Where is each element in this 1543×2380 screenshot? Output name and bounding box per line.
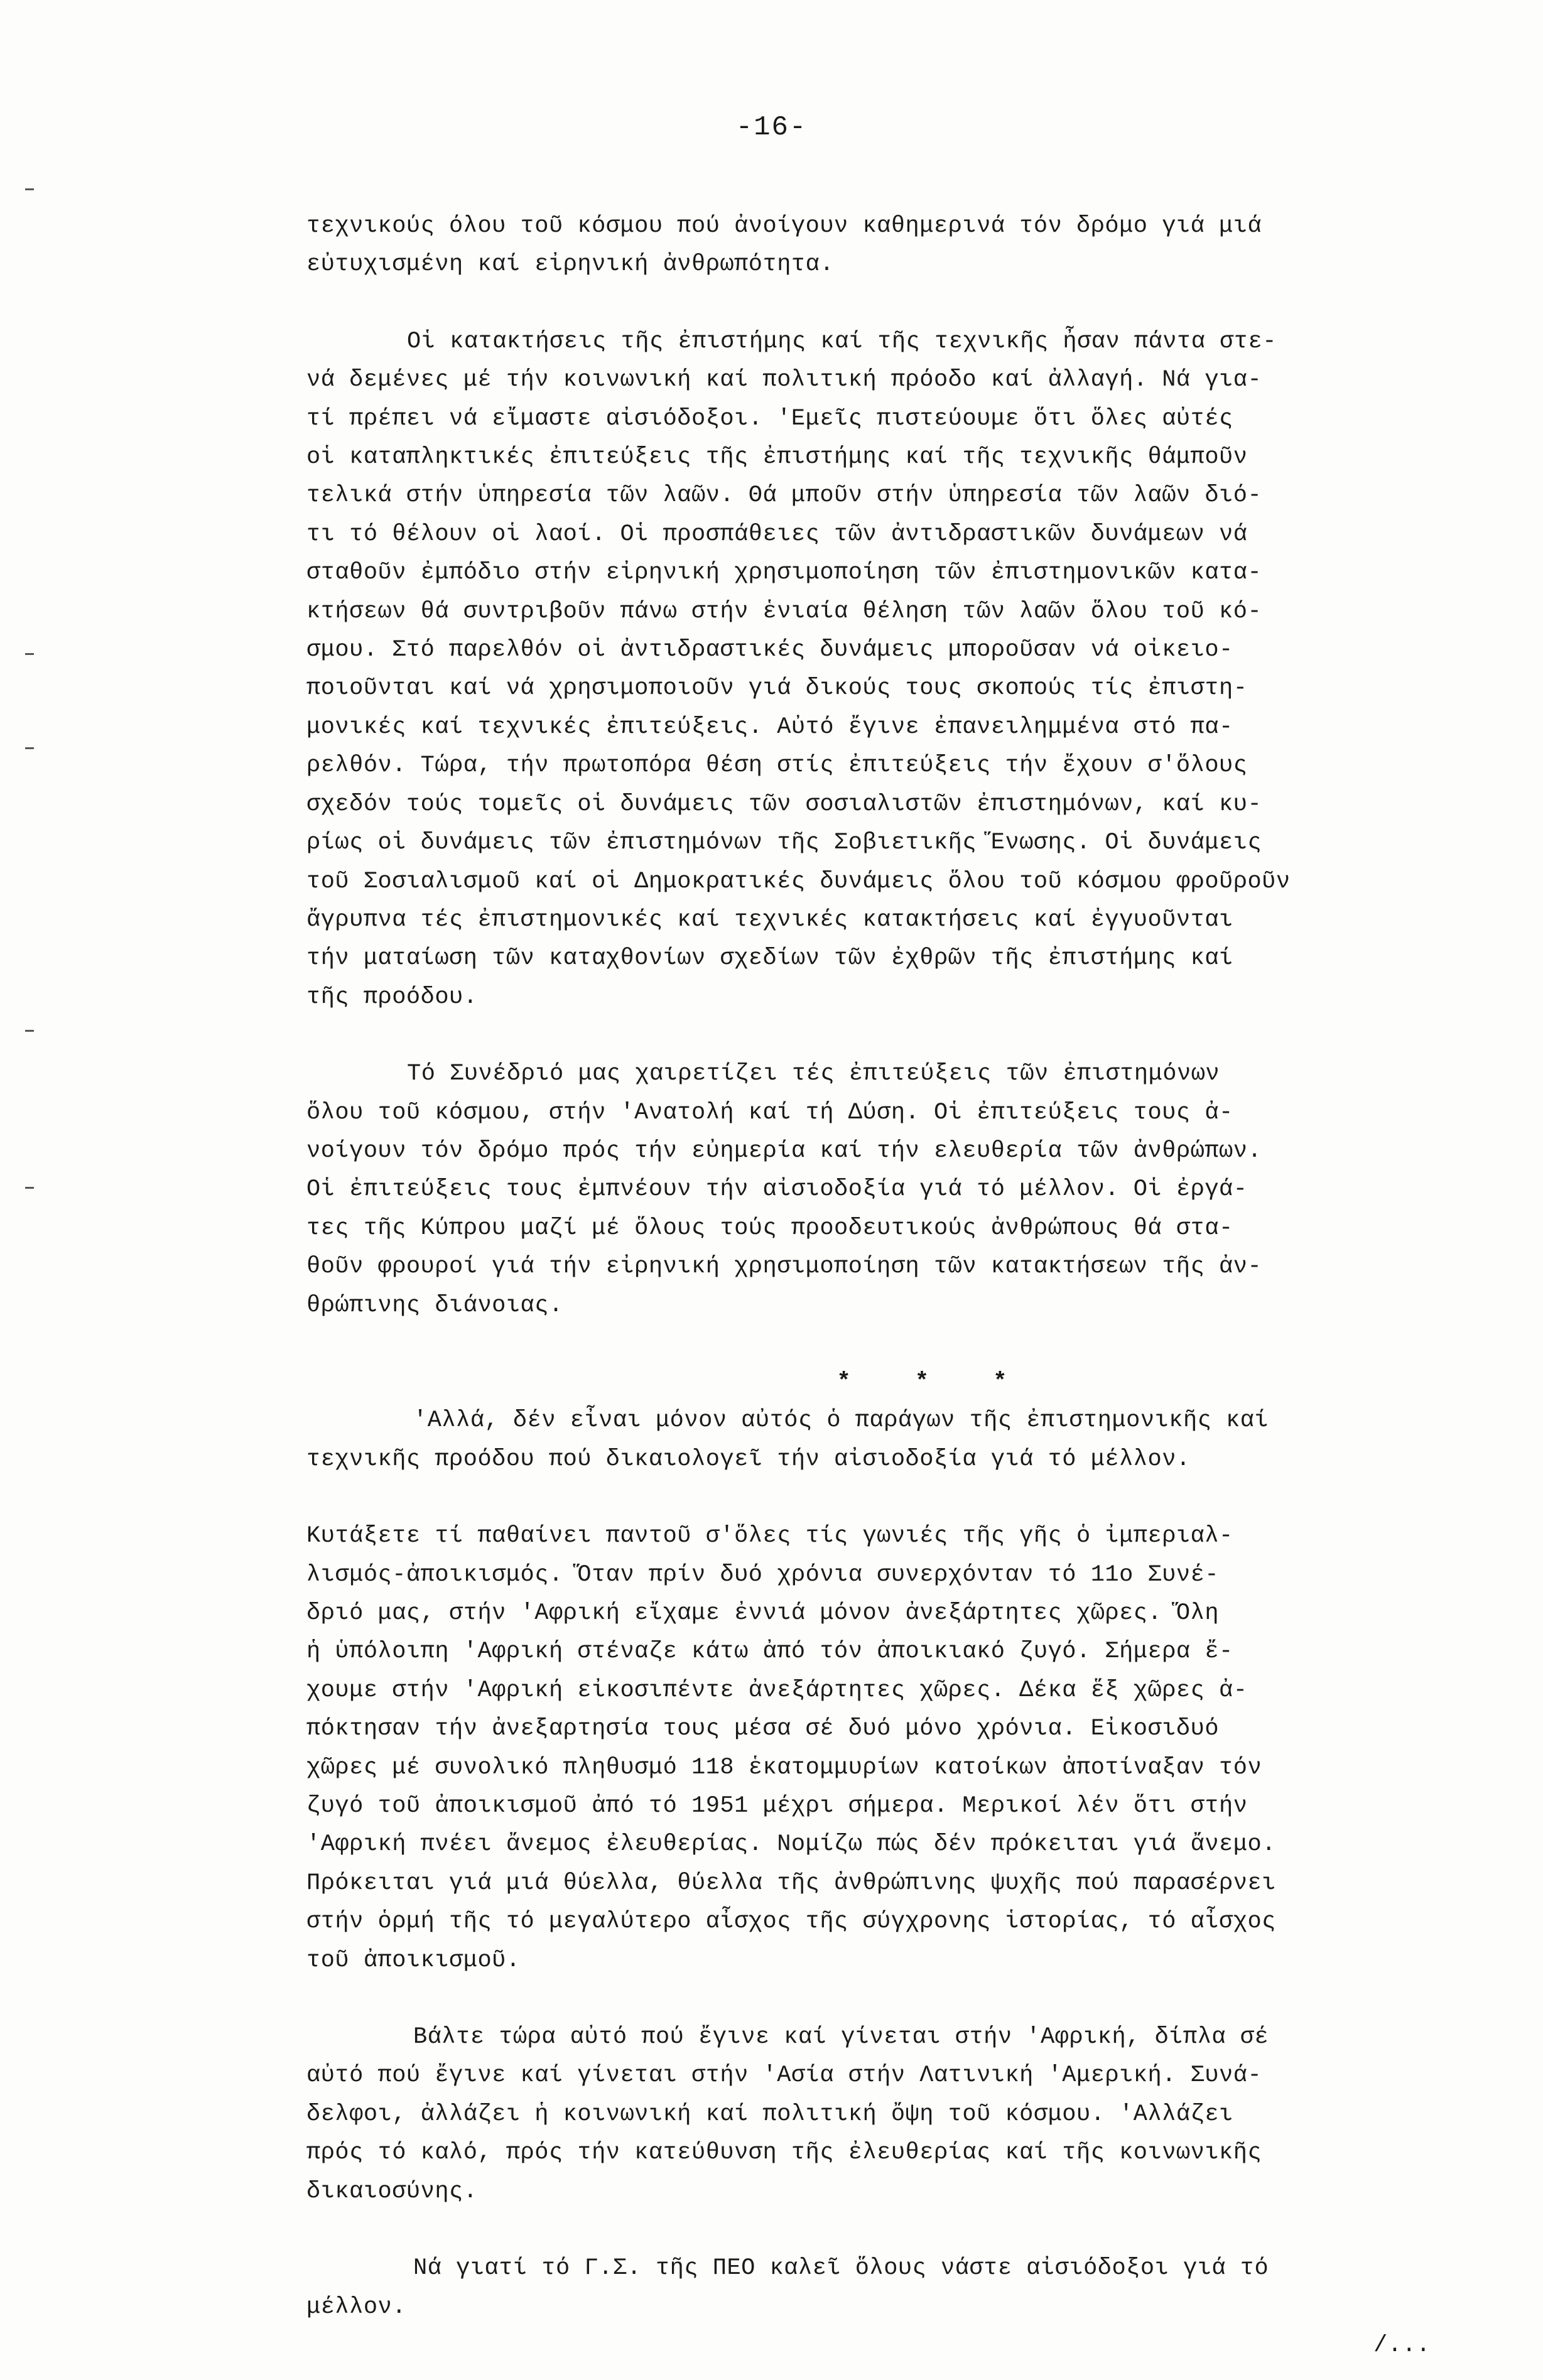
text-line: ρίως οἱ δυνάμεις τῶν ἐπιστημόνων τῆς Σοβιετικῆς Ἕνωσης. Οἱ δυνάμεις — [306, 830, 1262, 857]
text-line: τεχνικούς όλου τοῦ κόσμου πού ἀνοίγουν καθημερινά τόν δρόμο γιά μιά — [306, 213, 1262, 239]
text-line: δελφοι, ἀλλάζει ἡ κοινωνική καί πολιτική ὄψη τοῦ κόσμου. 'Αλλάζει — [306, 2101, 1233, 2128]
text-line: σταθοῦν ἐμπόδιο στήν εἰρηνική χρησιμοποίηση τῶν ἐπιστημονικῶν κατα- — [306, 560, 1262, 587]
text-line: εὐτυχισμένη καί εἰρηνική ἀνθρωπότητα. — [306, 251, 835, 278]
text-line: λισμός-ἀποικισμός. Ὅταν πρίν δυό χρόνια συνερχόνταν τό 11ο Συνέ- — [306, 1561, 1220, 1588]
section-separator: * * * — [836, 1368, 1032, 1395]
text-line: τήν ματαίωση τῶν καταχθονίων σχεδίων τῶν ἐχθρῶν τῆς ἐπιστήμης καί — [306, 945, 1233, 972]
text-line: ρελθόν. Τώρα, τήν πρωτοπόρα θέση στίς ἐπιτεύξεις τήν ἔχουν σ'ὅλους — [306, 752, 1248, 779]
text-line: πρός τό καλό, πρός τήν κατεύθυνση τῆς ἐλευθερίας καί τῆς κοινωνικῆς — [306, 2139, 1262, 2166]
text-line: τοῦ ἀποικισμοῦ. — [306, 1947, 521, 1974]
text-line: δριό μας, στήν 'Αφρική εἴχαμε ἐννιά μόνον ἀνεξάρτητες χῶρες. Ὅλη — [306, 1600, 1220, 1626]
text-line: Νά γιατί τό Γ.Σ. τῆς ΠΕΟ καλεῖ ὅλους νάστε αἰσιόδοξοι γιά τό — [413, 2255, 1269, 2282]
text-line: αὐτό πού ἔγινε καί γίνεται στήν 'Ασία στήν Λατινική 'Αμερική. Συνά- — [306, 2062, 1262, 2089]
continuation-mark: /... — [1373, 2332, 1431, 2359]
text-line: ὅλου τοῦ κόσμου, στήν 'Ανατολή καί τή Δύση. Οἱ ἐπιτεύξεις τους ἀ- — [306, 1099, 1233, 1126]
text-line: Βάλτε τώρα αὐτό πού ἔγινε καί γίνεται στήν 'Αφρική, δίπλα σέ — [413, 2024, 1269, 2051]
text-line: τες τῆς Κύπρου μαζί μέ ὅλους τούς προοδευτικούς ἀνθρώπους θά στα- — [306, 1214, 1233, 1241]
paragraph-4 — [306, 1402, 1449, 1479]
margin-mark — [25, 188, 34, 190]
text-line: χῶρες μέ συνολικό πληθυσμό 118 ἑκατομμυρίων κατοίκων ἀποτίναξαν τόν — [306, 1754, 1262, 1781]
text-line: οἱ καταπληκτικές ἐπιτεύξεις τῆς ἐπιστήμης καί τῆς τεχνικῆς θάμποῦν — [306, 444, 1248, 471]
text-line: σμου. Στό παρελθόν οἱ ἀντιδραστικές δυνάμεις μποροῦσαν νά οἰκειο- — [306, 637, 1233, 664]
text-line: ποιοῦνται καί νά χρησιμοποιοῦν γιά δικούς τους σκοπούς τίς ἐπιστη- — [306, 675, 1248, 702]
text-line: τῆς προόδου. — [306, 983, 478, 1010]
text-line: δικαιοσύνης. — [306, 2178, 478, 2205]
text-line: θοῦν φρουροί γιά τήν εἰρηνική χρησιμοποίηση τῶν κατακτήσεων τῆς ἀν- — [306, 1253, 1262, 1280]
text-line: πόκτησαν τήν ἀνεξαρτησία τους μέσα σέ δυό μόνο χρόνια. Εἰκοσιδυό — [306, 1716, 1220, 1743]
margin-mark — [25, 747, 34, 749]
paragraph-7 — [306, 2249, 1449, 2327]
document-body — [306, 207, 1449, 2365]
text-line: τί πρέπει νά εἴμαστε αἰσιόδοξοι. 'Εμεῖς πιστεύουμε ὅτι ὅλες αὐτές — [306, 405, 1233, 432]
text-line: Οἱ κατακτήσεις τῆς ἐπιστήμης καί τῆς τεχνικῆς ἦσαν πάντα στε- — [407, 328, 1277, 355]
text-line: 'Αφρική πνέει ἄνεμος ἐλευθερίας. Νομίζω πώς δέν πρόκειται γιά ἄνεμο. — [306, 1831, 1276, 1858]
paragraph-3 — [306, 1055, 1449, 1325]
text-line: ἄγρυπνα τές ἐπιστημονικές καί τεχνικές κατακτήσεις καί ἐγγυοῦνται — [306, 906, 1233, 933]
text-line: Πρόκειται γιά μιά θύελλα, θύελλα τῆς ἀνθρώπινης ψυχῆς πού παρασέρνει — [306, 1869, 1276, 1896]
page-number: -16- — [735, 112, 808, 143]
text-line: σχεδόν τούς τομεῖς οἱ δυνάμεις τῶν σοσιαλιστῶν ἐπιστημόνων, καί κυ- — [306, 791, 1262, 818]
text-line: ζυγό τοῦ ἀποικισμοῦ ἀπό τό 1951 μέχρι σήμερα. Μερικοί λέν ὅτι στήν — [306, 1793, 1248, 1820]
margin-mark — [25, 1187, 34, 1189]
text-line: μέλλον. — [306, 2293, 406, 2320]
paragraph-1 — [306, 207, 1449, 284]
text-line: τι τό θέλουν οἱ λαοί. Οἱ προσπάθειες τῶν ἀντιδραστικῶν δυνάμεων νά — [306, 521, 1248, 548]
paragraph-6 — [306, 2018, 1449, 2211]
margin-mark — [25, 653, 34, 655]
text-line: θρώπινης διάνοιας. — [306, 1292, 563, 1319]
margin-mark — [25, 1030, 34, 1032]
paragraph-2 — [306, 323, 1449, 1017]
text-line: στήν ὁρμή τῆς τό μεγαλύτερο αἶσχος τῆς σύγχρονης ἱστορίας, τό αἶσχος — [306, 1908, 1276, 1935]
text-line: μονικές καί τεχνικές ἐπιτεύξεις. Αὐτό ἔγινε ἐπανειλημμένα στό πα- — [306, 713, 1233, 740]
text-line: τεχνικῆς προόδου πού δικαιολογεῖ τήν αἰσιοδοξία γιά τό μέλλον. — [306, 1446, 1191, 1473]
text-line: Κυτάξετε τί παθαίνει παντοῦ σ'ὅλες τίς γωνιές τῆς γῆς ὁ ἰμπεριαλ- — [306, 1523, 1233, 1550]
text-line: νά δεμένες μέ τήν κοινωνική καί πολιτική πρόοδο καί ἀλλαγή. Νά για- — [306, 367, 1262, 394]
text-line: χουμε στήν 'Αφρική εἰκοσιπέντε ἀνεξάρτητες χῶρες. Δέκα ἕξ χῶρες ἀ- — [306, 1677, 1248, 1704]
text-line: τελικά στήν ὑπηρεσία τῶν λαῶν. Θά μποῦν στήν ὑπηρεσία τῶν λαῶν διό- — [306, 482, 1262, 509]
paragraph-5 — [306, 1517, 1449, 1980]
text-line: κτήσεων θά συντριβοῦν πάνω στήν ἑνιαία θέληση τῶν λαῶν ὅλου τοῦ κό- — [306, 598, 1262, 625]
text-line: 'Αλλά, δέν εἶναι μόνον αὐτός ὁ παράγων τῆς ἐπιστημονικῆς καί — [413, 1407, 1269, 1434]
text-line: ἡ ὑπόλοιπη 'Αφρική στέναζε κάτω ἀπό τόν ἀποικιακό ζυγό. Σήμερα ἔ- — [306, 1638, 1233, 1665]
text-line: Οἱ ἐπιτεύξεις τους ἐμπνέουν τήν αἰσιοδοξία γιά τό μέλλον. Οἱ ἐργά- — [306, 1176, 1248, 1203]
text-line: τοῦ Σοσιαλισμοῦ καί οἱ Δημοκρατικές δυνάμεις ὅλου τοῦ κόσμου φροῦροῦν — [306, 868, 1291, 895]
text-line: νοίγουν τόν δρόμο πρός τήν εὐημερία καί τήν ελευθερία τῶν ἀνθρώπων. — [306, 1137, 1262, 1164]
text-line: Τό Συνέδριό μας χαιρετίζει τές ἐπιτεύξεις τῶν ἐπιστημόνων — [407, 1061, 1220, 1088]
